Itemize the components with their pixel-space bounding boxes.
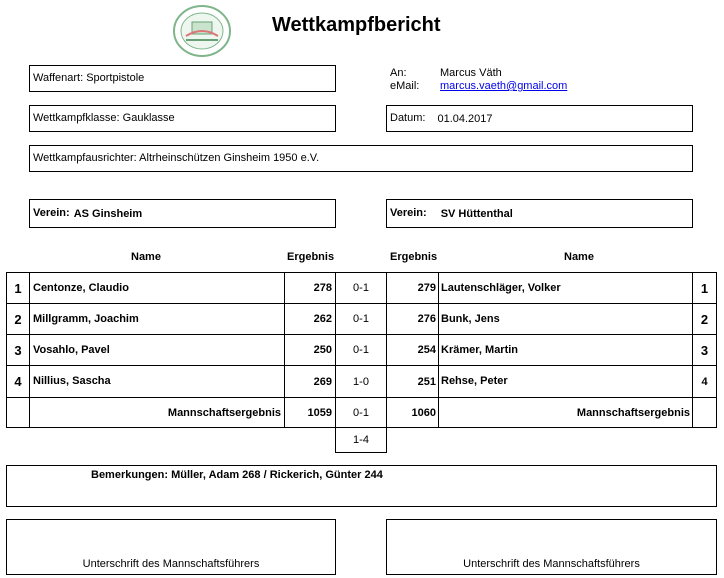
player-score-left: 269 <box>284 365 336 398</box>
page-title: Wettkampfbericht <box>272 14 441 36</box>
player-score-right: 251 <box>386 365 439 398</box>
match-result: 0-1 <box>335 272 387 304</box>
an-label: An: <box>390 67 407 79</box>
col-ergebnis-left: Ergebnis <box>287 251 335 263</box>
total-label-right: Mannschaftsergebnis <box>438 397 693 428</box>
row-num-right: 2 <box>692 303 717 335</box>
waffenart-box <box>29 65 336 92</box>
player-name-right: Krämer, Martin <box>438 334 693 366</box>
remarks-box <box>6 465 717 507</box>
team-left-box <box>29 199 336 228</box>
row-num-left: 2 <box>6 303 30 335</box>
player-name-right: Bunk, Jens <box>438 303 693 335</box>
col-ergebnis-right: Ergebnis <box>390 251 438 263</box>
col-name-right: Name <box>564 251 594 263</box>
datum-box <box>386 105 693 132</box>
signature-right-box <box>386 519 717 575</box>
player-score-left: 262 <box>284 303 336 335</box>
col-name-left: Name <box>131 251 161 263</box>
row-num-right: 4 <box>692 365 717 398</box>
total-num-right <box>692 397 717 428</box>
total-score-right: 1060 <box>386 397 439 428</box>
player-name-right: Rehse, Peter <box>438 365 693 398</box>
email-label: eMail: <box>390 80 420 92</box>
row-num-right: 1 <box>692 272 717 304</box>
signature-left-label: Unterschrift des Mannschaftsführers <box>82 558 260 570</box>
signature-left-box <box>6 519 336 575</box>
player-score-left: 278 <box>284 272 336 304</box>
team-right-name: SV Hüttenthal <box>440 207 513 220</box>
email-link[interactable]: marcus.vaeth@gmail.com <box>440 80 568 92</box>
row-num-left: 1 <box>6 272 30 304</box>
datum-label: Datum: <box>390 112 426 124</box>
total-match-result: 0-1 <box>335 397 387 428</box>
row-num-left: 4 <box>6 365 30 398</box>
player-score-left: 250 <box>284 334 336 366</box>
match-result: 1-0 <box>335 365 387 398</box>
total-score-left: 1059 <box>284 397 336 428</box>
team-left-label: Verein: <box>33 207 70 219</box>
team-right-label: Verein: <box>390 207 427 219</box>
club-logo <box>172 4 232 58</box>
player-score-right: 254 <box>386 334 439 366</box>
row-num-right: 3 <box>692 334 717 366</box>
player-name-left: Vosahlo, Pavel <box>29 334 285 366</box>
total-num-left <box>6 397 30 428</box>
total-label-left: Mannschaftsergebnis <box>29 397 285 428</box>
match-result: 0-1 <box>335 303 387 335</box>
team-right-box <box>386 199 693 228</box>
player-score-right: 279 <box>386 272 439 304</box>
signature-right-label: Unterschrift des Mannschaftsführers <box>463 558 640 570</box>
club-logo-icon <box>172 4 232 58</box>
player-score-right: 276 <box>386 303 439 335</box>
final-score: 1-4 <box>335 427 387 453</box>
datum-value: 01.04.2017 <box>437 112 493 125</box>
an-value: Marcus Väth <box>440 67 502 79</box>
remarks-text: Bemerkungen: Müller, Adam 268 / Rickerich, Günter 244 <box>91 469 383 481</box>
player-name-left: Nillius, Sascha <box>29 365 285 398</box>
player-name-left: Millgramm, Joachim <box>29 303 285 335</box>
ausrichter-box <box>29 145 693 172</box>
match-result: 0-1 <box>335 334 387 366</box>
ausrichter-text: Wettkampfausrichter: Altrheinschützen Ginsheim 1950 e.V. <box>33 152 320 164</box>
klasse-text: Wettkampfklasse: Gauklasse <box>33 112 175 124</box>
team-left-name: AS Ginsheim <box>73 207 143 220</box>
klasse-box <box>29 105 336 132</box>
row-num-left: 3 <box>6 334 30 366</box>
player-name-left: Centonze, Claudio <box>29 272 285 304</box>
waffenart-text: Waffenart: Sportpistole <box>33 72 145 84</box>
player-name-right: Lautenschläger, Volker <box>438 272 693 304</box>
